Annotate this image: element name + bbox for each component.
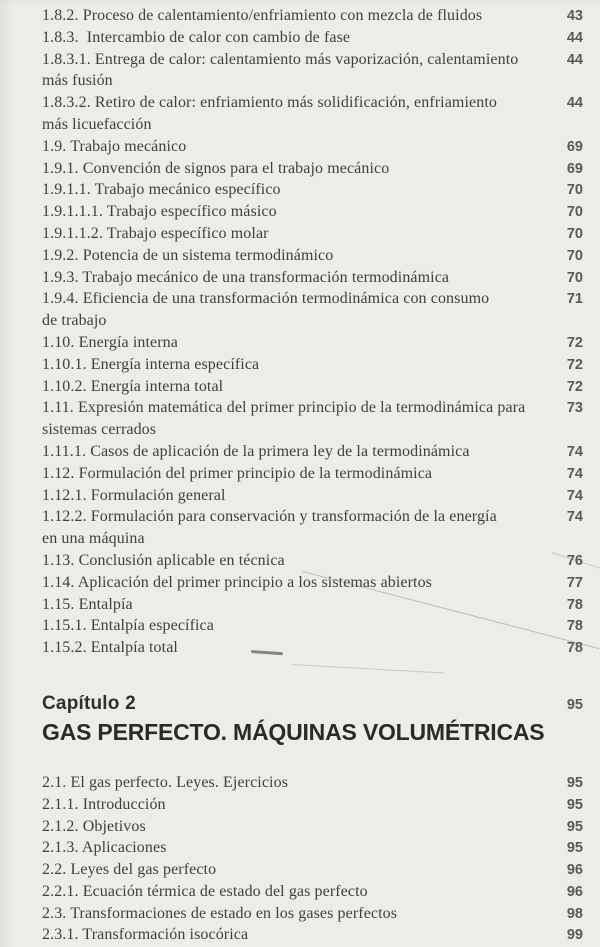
toc-entry-page-number: 95 (566, 818, 583, 835)
toc-entry-page-number: 95 (566, 796, 583, 813)
toc-entry-text: 1.10. Energía interna (42, 333, 178, 351)
toc-entry (42, 332, 583, 354)
toc-entry-page-number: 72 (566, 378, 583, 395)
toc-entry (42, 5, 583, 27)
toc-entry-page-number: 95 (566, 774, 583, 791)
toc-entry-text: 1.8.3.2. Retiro de calor: enfriamiento más solidificación, enfriamiento (42, 94, 497, 112)
toc-entry-page-number: 96 (566, 862, 583, 879)
toc-entry-text: 1.11. Expresión matemática del primer principio de la termodinámica para (42, 399, 526, 417)
toc-entry-page-number: 70 (566, 269, 583, 286)
toc-entry (42, 463, 583, 485)
toc-entry (42, 550, 583, 572)
toc-entry-page-number: 71 (566, 291, 583, 308)
toc-entry (42, 903, 583, 925)
toc-entry-page-number: 44 (566, 29, 583, 46)
toc-entry-text: 1.14. Aplicación del primer principio a los sistemas abiertos (42, 573, 433, 591)
toc-entry-page-number: 98 (566, 905, 583, 922)
toc-entry-page-number: 72 (566, 334, 583, 351)
toc-entry-text: 1.12.2. Formulación para conservación y transformación de la energía (42, 508, 497, 526)
toc-entry-page-number: 69 (566, 160, 583, 177)
toc-entry-text: 1.12.1. Formulación general (42, 486, 226, 504)
toc-entry-text: 1.15.1. Entalpía específica (42, 617, 214, 635)
toc-entry-text: 1.10.2. Energía interna total (42, 377, 224, 395)
toc-entry (42, 859, 583, 881)
toc-entry-text: 1.8.3.1. Entrega de calor: calentamiento más vaporización, calentamiento (42, 50, 519, 68)
toc-entry-text: 1.12. Formulación del primer principio de la termodinámica (42, 464, 433, 482)
toc-entry (42, 354, 583, 376)
toc-entry-text: 2.1.2. Objetivos (42, 817, 146, 835)
toc-entry-text: 2.3. Transformaciones de estado en los gases perfectos (42, 904, 398, 922)
toc-section-2 (42, 772, 583, 946)
chapter-kicker: Capítulo 2 (42, 692, 136, 714)
toc-entry-page-number: 78 (566, 596, 583, 613)
toc-entry (42, 528, 583, 550)
chapter-page-number: 95 (566, 696, 583, 713)
toc-entry-text: 1.10.1. Energía interna específica (42, 355, 260, 373)
toc-entry-text: 2.1.3. Aplicaciones (42, 839, 167, 857)
toc-entry (42, 245, 583, 267)
toc-entry-text: más fusión (42, 72, 113, 90)
toc-entry-text: en una máquina (42, 530, 145, 548)
toc-entry (42, 881, 583, 903)
toc-entry-text: de trabajo (42, 312, 107, 330)
toc-entry (42, 572, 583, 594)
toc-entry (42, 419, 583, 441)
toc-entry-page-number: 76 (566, 552, 583, 569)
toc-entry-text: 1.9.1.1.1. Trabajo específico másico (42, 203, 277, 221)
chapter-heading (42, 692, 583, 746)
toc-entry (42, 136, 583, 158)
toc-entry (42, 201, 583, 223)
toc-entry (42, 924, 583, 946)
toc-entry-page-number: 69 (566, 138, 583, 155)
toc-entry (42, 27, 583, 49)
toc-entry-page-number: 70 (566, 182, 583, 199)
toc-entry (42, 158, 583, 180)
toc-entry (42, 179, 583, 201)
toc-entry-text: 2.3.1. Transformación isocórica (42, 926, 249, 944)
toc-entry-text: 1.13. Conclusión aplicable en técnica (42, 551, 285, 569)
toc-entry-text: 1.15.2. Entalpía total (42, 639, 178, 657)
toc-entry-page-number: 78 (566, 640, 583, 657)
toc-entry-page-number: 73 (566, 400, 583, 417)
toc-entry-text: 2.2. Leyes del gas perfecto (42, 861, 217, 879)
toc-entry-text: 1.9.4. Eficiencia de una transformación termodinámica con consumo (42, 290, 490, 308)
toc-entry (42, 772, 583, 794)
toc-entry (42, 397, 583, 419)
toc-entry-page-number: 44 (566, 51, 583, 68)
toc-entry-text: 1.8.3. Intercambio de calor con cambio de fase (42, 28, 351, 46)
toc-entry-page-number: 70 (566, 247, 583, 264)
toc-entry-text: 1.8.2. Proceso de calentamiento/enfriamiento con mezcla de fluidos (42, 7, 483, 24)
toc-entry (42, 837, 583, 859)
toc-entry-text: sistemas cerrados (42, 421, 157, 439)
toc-entry (42, 288, 583, 310)
toc-entry-text: 2.2.1. Ecuación térmica de estado del gas perfecto (42, 882, 368, 900)
toc-entry-page-number: 96 (566, 883, 583, 900)
toc-entry (42, 637, 583, 659)
toc-entry-page-number: 77 (566, 574, 583, 591)
toc-entry-page-number: 70 (566, 204, 583, 221)
toc-entry (42, 49, 583, 71)
toc-entry (42, 615, 583, 637)
toc-entry (42, 441, 583, 463)
toc-entry (42, 506, 583, 528)
toc-entry-text: 1.15. Entalpía (42, 595, 133, 613)
toc-entry-page-number: 43 (566, 8, 583, 24)
toc-entry-page-number: 74 (566, 465, 583, 482)
toc-entry-page-number: 74 (566, 443, 583, 460)
toc-entry-page-number: 74 (566, 509, 583, 526)
toc-section-1 (42, 5, 583, 659)
toc-entry-text: 1.9.3. Trabajo mecánico de una transformación termodinámica (42, 268, 450, 286)
toc-entry (42, 310, 583, 332)
toc-entry-page-number: 99 (566, 927, 583, 944)
toc-entry (42, 114, 583, 136)
toc-entry (42, 376, 583, 398)
toc-entry-text: 2.1.1. Introducción (42, 795, 166, 813)
toc-entry (42, 223, 583, 245)
toc-entry-page-number: 78 (566, 618, 583, 635)
toc-entry (42, 594, 583, 616)
toc-entry-text: 1.11.1. Casos de aplicación de la primera ley de la termodinámica (42, 442, 470, 460)
toc-entry-text: 1.9.1.1.2. Trabajo específico molar (42, 224, 269, 242)
toc-entry (42, 816, 583, 838)
toc-entry-text: 1.9. Trabajo mecánico (42, 137, 187, 155)
toc-entry (42, 92, 583, 114)
toc-entry-text: 1.9.1. Convención de signos para el trabajo mecánico (42, 159, 390, 177)
toc-entry (42, 794, 583, 816)
toc-entry (42, 485, 583, 507)
toc-entry-text: más licuefacción (42, 115, 152, 133)
toc-entry-text: 1.9.1.1. Trabajo mecánico específico (42, 181, 281, 199)
toc-entry-text: 2.1. El gas perfecto. Leyes. Ejercicios (42, 773, 289, 791)
toc-entry (42, 70, 583, 92)
toc-entry (42, 267, 583, 289)
toc-entry-page-number: 72 (566, 356, 583, 373)
toc-entry-page-number: 74 (566, 487, 583, 504)
toc-entry-page-number: 44 (566, 95, 583, 112)
toc-entry-text: 1.9.2. Potencia de un sistema termodinámico (42, 246, 334, 264)
toc-entry-page-number: 95 (566, 840, 583, 857)
chapter-kicker-row (42, 692, 583, 717)
toc-entry-page-number: 70 (566, 225, 583, 242)
chapter-title: GAS PERFECTO. MÁQUINAS VOLUMÉTRICAS (42, 718, 545, 745)
